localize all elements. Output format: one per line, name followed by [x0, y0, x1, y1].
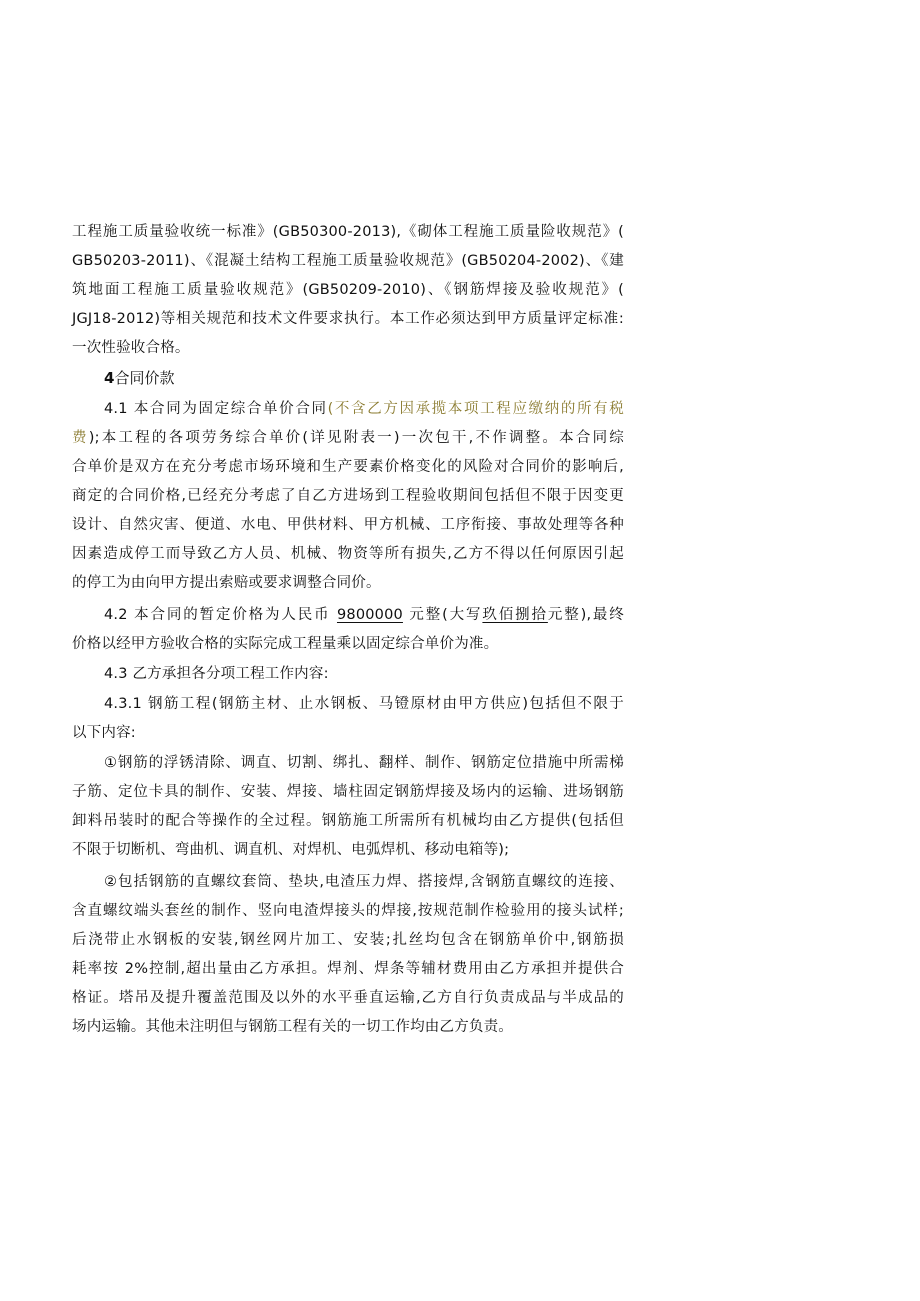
clause-4-1-line-7: 的停工为由向甲方提出索赔或要求调整合同价。 — [72, 575, 381, 591]
clause-4-3-1-line-1: 4.3.1 钢筋工程(钢筋主材、止水钢板、马镫原材由甲方供应)包括但不限于 — [104, 696, 624, 712]
tax-exclusion-note: (不含乙方因承揽本项工程应缴纳的所有税 — [327, 401, 624, 417]
item-2-line-3: 后浇带止水钢板的安装,钢丝网片加工、安装;扎丝均包含在钢筋单价中,钢筋损 — [72, 932, 624, 948]
document-page — [72, 0, 624, 1301]
standards-line-2: GB50203-2011)、《混凝土结构工程施工质量验收规范》(GB50204-2002)、《建 — [72, 253, 624, 269]
item-2-line-1: ②包括钢筋的直螺纹套筒、垫块,电渣压力焊、搭接焊,含钢筋直螺纹的连接、 — [104, 874, 624, 890]
clause-4-1-line-6: 因素造成停工而导致乙方人员、机械、物资等所有损失,乙方不得以任何原因引起 — [72, 546, 624, 562]
clause-4-1-prefix: 4.1 本合同为固定综合单价合同 — [104, 401, 328, 417]
item-1-line-2: 子筋、定位卡具的制作、安装、焊接、墙柱固定钢筋焊接及场内的运输、进场钢筋 — [72, 784, 624, 800]
tax-exclusion-note-end: 费 — [72, 430, 89, 446]
clause-4-2-line-1 — [72, 603, 624, 633]
clause-4-3-line-1: 4.3 乙方承担各分项工程工作内容: — [104, 666, 329, 682]
item-2-line-6: 场内运输。其他未注明但与钢筋工程有关的一切工作均由乙方负责。 — [72, 1019, 513, 1035]
standards-line-5: 一次性验收合格。 — [72, 340, 190, 356]
standards-line-4: JGJ18-2012)等相关规范和技术文件要求执行。本工作必须达到甲方质量评定标准: — [72, 311, 624, 327]
clause-4-2-mid: 元整(大写 — [402, 607, 483, 623]
clause-4-1-line-2 — [72, 426, 624, 456]
standards-line-3: 筑地面工程施工质量验收规范》(GB50209-2010)、《钢筋焊接及验收规范》( — [72, 282, 624, 298]
clause-4-3-1-line-2: 以下内容: — [72, 725, 136, 741]
section-number: 4 — [104, 369, 115, 387]
clause-4-1-line-4: 商定的合同价格,已经充分考虑了自乙方进场到工程验收期间包括但不限于因变更 — [72, 488, 624, 504]
clause-4-2-prefix: 4.2 本合同的暂定价格为人民币 — [104, 607, 337, 623]
clause-4-2-suffix: 元整),最终 — [547, 607, 624, 623]
standards-line-1: 工程施工质量验收统一标准》(GB50300-2013),《砌体工程施工质量险收规范》( — [72, 224, 624, 240]
item-2-line-2: 含直螺纹端头套丝的制作、竖向电渣焊接头的焊接,按规范制作检验用的接头试样; — [72, 903, 624, 919]
item-1-line-4: 不限于切断机、弯曲机、调直机、对焊机、电弧焊机、移动电箱等); — [72, 842, 510, 858]
item-1-line-3: 卸料吊装时的配合等操作的全过程。钢筋施工所需所有机械均由乙方提供(包括但 — [72, 813, 624, 829]
item-1-line-1: ①钢筋的浮锈清除、调直、切割、绑扎、翻样、制作、钢筋定位措施中所需梯 — [104, 755, 624, 771]
section-title: 合同价款 — [114, 369, 175, 387]
clause-4-2-line-2: 价格以经甲方验收合格的实际完成工程量乘以固定综合单价为准。 — [72, 636, 499, 652]
item-2-line-4: 耗率按 2%控制,超出量由乙方承担。焊剂、焊条等辅材费用由乙方承担并提供合 — [72, 961, 624, 977]
section-heading — [104, 367, 174, 388]
contract-amount: 9800000 — [336, 607, 403, 623]
clause-4-1-line-1 — [72, 397, 624, 427]
contract-amount-chinese: 玖佰捌拾 — [482, 607, 548, 623]
clause-4-1-line-2-rest: );本工程的各项劳务综合单价(详见附表一)一次包干,不作调整。本合同综 — [88, 430, 625, 446]
clause-4-1-line-3: 合单价是双方在充分考虑市场环境和生产要素价格变化的风险对合同价的影响后, — [72, 459, 624, 475]
clause-4-1-line-5: 设计、自然灾害、便道、水电、甲供材料、甲方机械、工序衔接、事故处理等各种 — [72, 517, 624, 533]
item-2-line-5: 格证。塔吊及提升覆盖范围及以外的水平垂直运输,乙方自行负责成品与半成品的 — [72, 990, 624, 1006]
